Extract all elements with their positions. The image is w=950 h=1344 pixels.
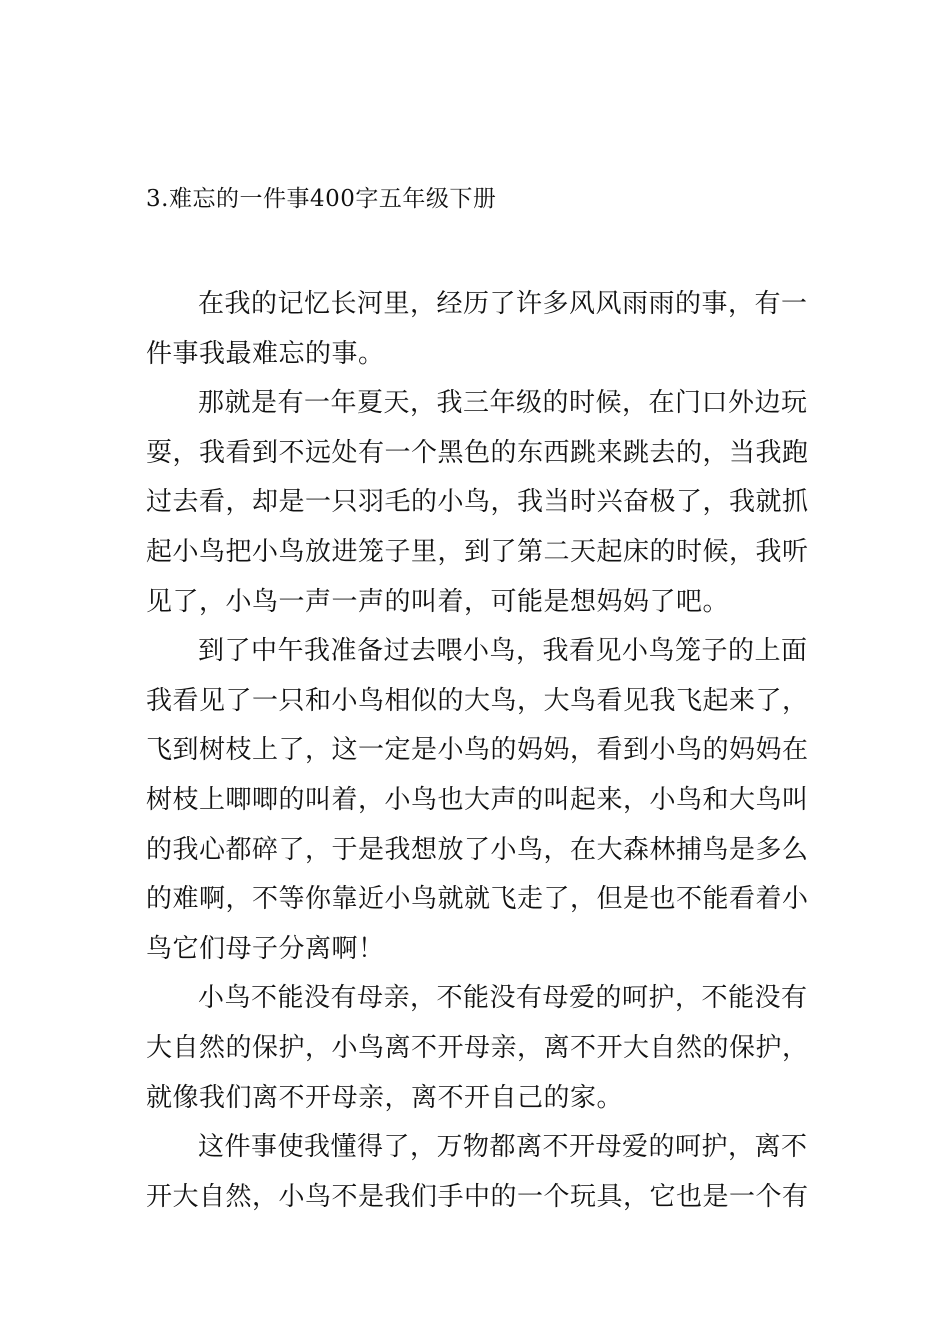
text-line: 起小鸟把小鸟放进笼子里，到了第二天起床的时候，我听 (146, 536, 809, 567)
paragraph-2 (146, 379, 810, 627)
text-line: 那就是有一年夏天，我三年级的时候，在门口外边玩 (198, 388, 808, 419)
text-line: 过去看，却是一只羽毛的小鸟，我当时兴奋极了，我就抓 (146, 487, 809, 518)
paragraph-1 (146, 280, 810, 379)
text-line: 的难啊，不等你靠近小鸟就就飞走了，但是也不能看着小 (146, 884, 809, 915)
paragraph-3 (146, 627, 810, 974)
text-line: 到了中午我准备过去喂小鸟，我看见小鸟笼子的上面 (198, 636, 808, 667)
document-heading: 3.难忘的一件事400字五年级下册 (146, 186, 497, 212)
text-line: 我看见了一只和小鸟相似的大鸟，大鸟看见我飞起来了， (146, 685, 809, 716)
paragraph-4 (146, 974, 810, 1123)
document-body (146, 280, 810, 1222)
text-line: 的我心都碎了，于是我想放了小鸟，在大森林捕鸟是多么 (146, 834, 809, 865)
text-line: 树枝上唧唧的叫着，小鸟也大声的叫起来，小鸟和大鸟叫 (146, 784, 809, 815)
text-line: 就像我们离不开母亲，离不开自己的家。 (146, 1082, 624, 1113)
text-line: 大自然的保护，小鸟离不开母亲，离不开大自然的保护， (146, 1032, 809, 1063)
text-line: 见了，小鸟一声一声的叫着，可能是想妈妈了吧。 (146, 586, 730, 617)
text-line: 耍，我看到不远处有一个黑色的东西跳来跳去的，当我跑 (146, 437, 809, 468)
paragraph-5 (146, 1123, 810, 1222)
text-line: 这件事使我懂得了，万物都离不开母爱的呵护，离不 (198, 1132, 808, 1163)
text-line: 飞到树枝上了，这一定是小鸟的妈妈，看到小鸟的妈妈在 (146, 735, 809, 766)
text-line: 件事我最难忘的事。 (146, 338, 385, 369)
text-line: 鸟它们母子分离啊！ (146, 933, 385, 964)
text-line: 开大自然，小鸟不是我们手中的一个玩具，它也是一个有 (146, 1181, 809, 1212)
text-line: 在我的记忆长河里，经历了许多风风雨雨的事，有一 (198, 289, 808, 319)
text-line: 小鸟不能没有母亲，不能没有母爱的呵护，不能没有 (198, 983, 808, 1014)
